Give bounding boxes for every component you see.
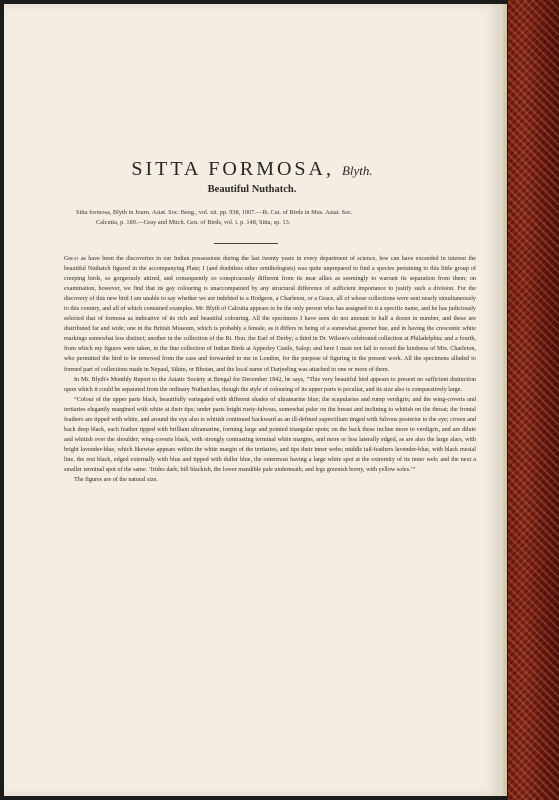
paragraph-3: “Colour of the upper parts black, beautifully variegated with different shades of ultramarine blue; the scapularies and rump verdigris; and the wing-coverts and tertiaries elegantly margined with white at their tips; under parts bright rusty-fulvous, somewhat paler on the breast and inclining to whitish on the throat; the frontal feathers are tipped with white, and around the eye also is whitish continued backward as an ill-defined supercilium tinged with fulvous posterior to the eye; crown and back deep black, each feather tipped with brilliant ultramarine, forming large and pointed triangular spots; on the back these incline more to verdigris, and are dilute and whitish over the shoulder; wing-coverts black, with strongly contrasting terminal white margins, and more or less laterally edged, as are also the large alars, with bright lavender-blue, which likewise appears within the white margin of the tertiaries, and tips their inner webs; middle tail-feathers lavender-blue, with black mesial line, the rest black, edged externally with blue and tipped with duller blue, the outermost having a large white spot at the extremity of its inner web; and the next a smaller terminal spot of the same. ‘Irides dark; bill blackish, the lower mandible pale underneath; and legs greenish horny, with yellow soles.’”	[64, 396, 476, 473]
page-subtitle: Beautiful Nuthatch.	[207, 184, 297, 195]
paragraph-2: In Mr. Blyth's Monthly Report to the Asiatic Society at Bengal for December 1842, he says, “This very beautiful bird appears to present no sufficient distinction upon which it could be separated from the ordinary Nuthatches, though the style of colouring of its upper parts is peculiar, and its size also is comparatively large.	[64, 376, 476, 393]
synonymy-block	[76, 208, 468, 228]
page-title	[4, 158, 500, 181]
paragraph-4: The figures are of the natural size.	[74, 477, 159, 484]
paragraph-1-text: as have been the discoveries in our Indian possessions during the last twenty years in every department of science, few can have exceeded in interest the beautiful Nuthatch figured in the accompanying Plate; I (and doubtless other ornithologists) was quite unprepared to find a species pertaining to this little group of creeping birds, so gorgeously attired, and consequently so conspicuously different from its near allies as seemingly to warrant its separation from them; on examination, however, we find that its gay colouring is unaccompanied by any structural difference of sufficient importance to justify such a division. For the discovery of this new bird I am unable to say whether we are indebted to a Hodgson, a Charleton, or a Grace, all of whose collections were sent nearly simultaneously to this country, and all of which contained examples. Mr. Blyth of Calcutta appears to be the only person who has assigned to it a specific name, and he has judiciously selected that of formosa as indicative of its rich and beautiful colouring. All the specimens I have seen do not amount to half a dozen in number, and these are distributed far and wide; one in the British Museum, which is probably a female, as it differs in being of a somewhat greener hue, and in having the crescentic white markings somewhat less distinct; another in the collection of the Rt. Hon. the Earl of Derby; a third in Dr. Wilson's celebrated collection at Philadelphia; and a fourth, from which my figures were taken, in the fine collection of Indian Birds at Apperley Castle, Salop; and here I must not fail to record the kindness of Mrs. Charleton, who permitted the bird to be removed from the case and forwarded to me in London, for the purpose of figuring in the present work. All the specimens alluded to formed part of collections made in Nepaul, Sikim, or Bhotan, and the local name of Darjeeling was attached to one or more of them.	[64, 256, 476, 373]
synonymy-line-2: Calcutta, p. 189.—Gray and Mitch. Gen. of Birds, vol. i. p. 148, Sitta, sp. 13.	[96, 219, 291, 226]
title-main: SITTA FORMOSA,	[131, 158, 334, 180]
marbled-binding	[508, 0, 559, 800]
divider-rule	[214, 243, 278, 244]
title-author: Blyth.	[341, 163, 373, 178]
drop-lead: Great	[64, 256, 79, 262]
paragraph-1	[64, 254, 476, 375]
synonymy-line-1: Sitta formosa, Blyth in Journ. Asiat. Soc. Beng., vol. xii. pp. 938, 1007.—Ib. Cat. of Birds in Mus. Asiat. Soc.	[76, 209, 353, 216]
body-text	[64, 254, 476, 485]
